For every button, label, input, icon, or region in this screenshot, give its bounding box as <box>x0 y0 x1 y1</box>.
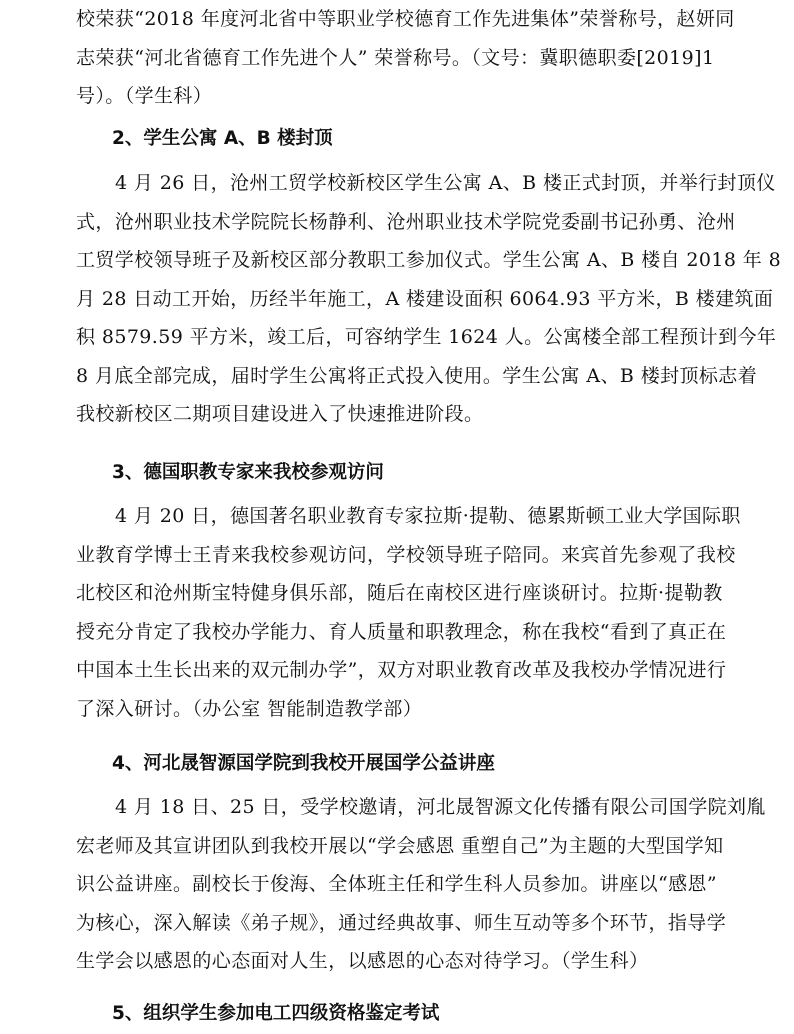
paragraph-dormitory <box>0 164 794 434</box>
text-line: 8 月底全部完成，届时学生公寓将正式投入使用。学生公寓 A、B 楼封顶标志着 <box>76 364 758 387</box>
section-heading-german-experts <box>0 454 794 493</box>
text-line: 式，沧州职业技术学院院长杨静利、沧州职业技术学院党委副书记孙勇、沧州 <box>76 210 736 233</box>
text-line: 了深入研讨。（办公室 智能制造教学部） <box>76 697 423 720</box>
heading-text: 3、德国职教专家来我校参观访问 <box>112 462 384 483</box>
text-line: 工贸学校领导班子及新校区部分教职工参加仪式。学生公寓 A、B 楼自 2018 年 8 <box>76 249 782 271</box>
text-line: 4 月 26 日，沧州工贸学校新校区学生公寓 A、B 楼正式封顶，并举行封顶仪 <box>115 172 776 194</box>
text-line: 北校区和沧州斯宝特健身俱乐部，随后在南校区进行座谈研讨。拉斯·提勒教 <box>76 582 723 604</box>
text-line: 号）。（学生科） <box>76 85 213 107</box>
text-line: 4 月 18 日、25 日，受学校邀请，河北晟智源文化传播有限公司国学院刘胤 <box>115 796 766 818</box>
text-line: 校荣获“2018 年度河北省中等职业学校德育工作先进集体”荣誉称号，赵妍同 <box>76 8 735 30</box>
text-line: 授充分肯定了我校办学能力、育人质量和职教理念，称在我校“看到了真正在 <box>76 620 727 643</box>
text-line: 业教育学博士王青来我校参观访问，学校领导班子陪同。来宾首先参观了我校 <box>76 543 736 566</box>
text-line: 中国本土生长出来的双元制办学”，双方对职业教育改革及我校办学情况进行 <box>76 659 727 681</box>
heading-text: 4、河北晟智源国学院到我校开展国学公益讲座 <box>112 753 495 774</box>
text-line: 积 8579.59 平方米，竣工后，可容纳学生 1624 人。公寓楼全部工程预计到今年 <box>76 326 777 348</box>
text-line: 识公益讲座。副校长于俊海、全体班主任和学生科人员参加。讲座以“感恩” <box>76 873 718 895</box>
paragraph-german-experts <box>0 497 794 728</box>
heading-text: 2、学生公寓 A、B 楼封顶 <box>112 128 333 149</box>
text-line: 志荣获“河北省德育工作先进个人” 荣誉称号。（文号：冀职德职委[2019]1 <box>76 46 715 69</box>
paragraph-school-honors <box>0 0 794 116</box>
section-heading-electrician-exam <box>0 995 794 1034</box>
text-line: 生学会以感恩的心态面对人生，以感恩的心态对待学习。（学生科） <box>76 950 649 972</box>
paragraph-sinology-lecture <box>0 788 794 981</box>
section-heading-dormitory <box>0 120 794 159</box>
text-line: 我校新校区二期项目建设进入了快速推进阶段。 <box>76 403 484 425</box>
text-line: 4 月 20 日，德国著名职业教育专家拉斯·提勒、德累斯顿工业大学国际职 <box>115 505 741 527</box>
heading-text: 5、组织学生参加电工四级资格鉴定考试 <box>112 1003 440 1024</box>
text-line: 宏老师及其宣讲团队到我校开展以“学会感恩 重塑自己”为主题的大型国学知 <box>76 834 724 857</box>
text-line: 月 28 日动工开始，历经半年施工，A 楼建设面积 6064.93 平方米，B 楼建筑面 <box>76 287 774 310</box>
section-heading-sinology-lecture <box>0 745 794 784</box>
text-line: 为核心，深入解读《弟子规》，通过经典故事、师生互动等多个环节，指导学 <box>76 911 727 934</box>
